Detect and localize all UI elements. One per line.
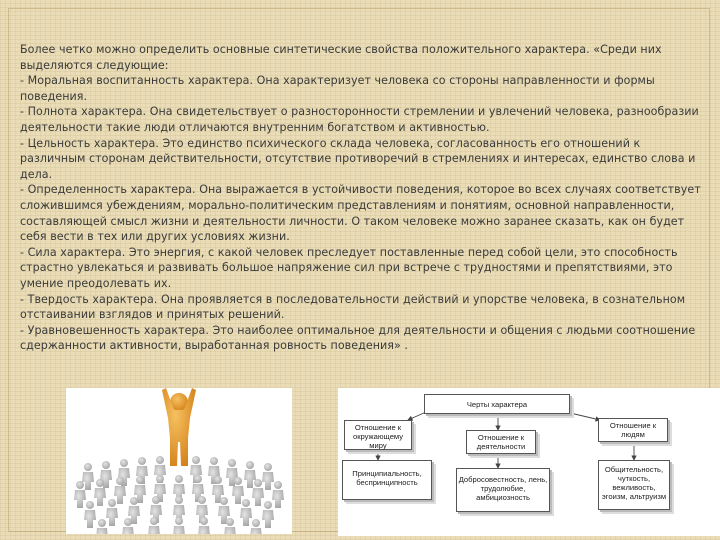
paragraph-fullness: - Полнота характера. Она свидетельствует о разносторонности стремлении и увлечений человека, разнообразии деятельности такие люди отличаются внутренним богатством и активностью. (20, 105, 699, 134)
diagram-left-bottom-box (342, 460, 432, 500)
diagram-left-mid-label: Отношение к окружающему миру (352, 423, 404, 450)
leader-crowd-illustration (66, 388, 292, 534)
diagram-right-bottom-label: Общительность, чуткость, вежливость, эгоизм, альтруизм (601, 465, 667, 501)
leader-crowd-icon (66, 388, 292, 534)
diagram-top-box (424, 394, 570, 414)
diagram-right-bottom-box (598, 460, 670, 510)
crowd-icon (74, 456, 284, 534)
paragraph-integrity: - Цельность характера. Это единство психического склада человека, согласованность его отношений к различным сторонам действительности, отсутствие противоречий в стремлениях и интересах, единство слова и дела. (20, 136, 696, 181)
diagram-center-mid-box (466, 430, 536, 454)
paragraph-moral: - Моральная воспитанность характера. Она характеризует человека со стороны направленности и формы поведения. (20, 74, 655, 103)
paragraph-intro: Более четко можно определить основные синтетические свойства положительного характера. «Среди них выделяются следующие: (20, 43, 662, 72)
diagram-center-bottom-label: Добросовестность, лень, трудолюбие, амбициозность (458, 475, 548, 502)
diagram-left-mid-box (344, 420, 412, 450)
diagram-top-label: Черты характера (466, 400, 528, 409)
character-traits-diagram (338, 388, 720, 536)
diagram-center-mid-label: Отношение к деятельности (476, 433, 526, 451)
paragraph-strength: - Сила характера. Это энергия, с какой человек преследует поставленные перед собой цели, это способность страстно увлекаться и развивать большое напряжение сил при встрече с трудностями и препятствиями, это умение преодолевать их. (20, 245, 678, 290)
paragraph-certainty: - Определенность характера. Она выражается в устойчивости поведения, которое во всех случаях соответствует сложившимся убеждениям, морально-политическим представлениям и понятиям, основной направленности, составляющей смысл жизни и деятельности личности. О таком человеке можно заранее сказать, как он будет себя вести в тех или других условиях жизни. (20, 183, 701, 244)
diagram-center-bottom-box (456, 468, 550, 512)
leader-figure-icon (162, 388, 196, 466)
paragraph-firmness: - Твердость характера. Она проявляется в последовательности действий и упорстве человека, в сознательном отстаивании взглядов и принятых решений. (20, 292, 686, 322)
paragraph-balance: - Уравновешенность характера. Это наиболее оптимальное для деятельности и общения с людьми соотношение сдержанности активности, выработанная ровность поведения» . (20, 323, 696, 353)
diagram-right-mid-box (598, 418, 668, 442)
diagram-right-mid-label: Отношение к людям (609, 421, 657, 439)
main-text (20, 42, 704, 354)
diagram-left-bottom-label: Принципиальность, беспринципность (352, 469, 422, 487)
